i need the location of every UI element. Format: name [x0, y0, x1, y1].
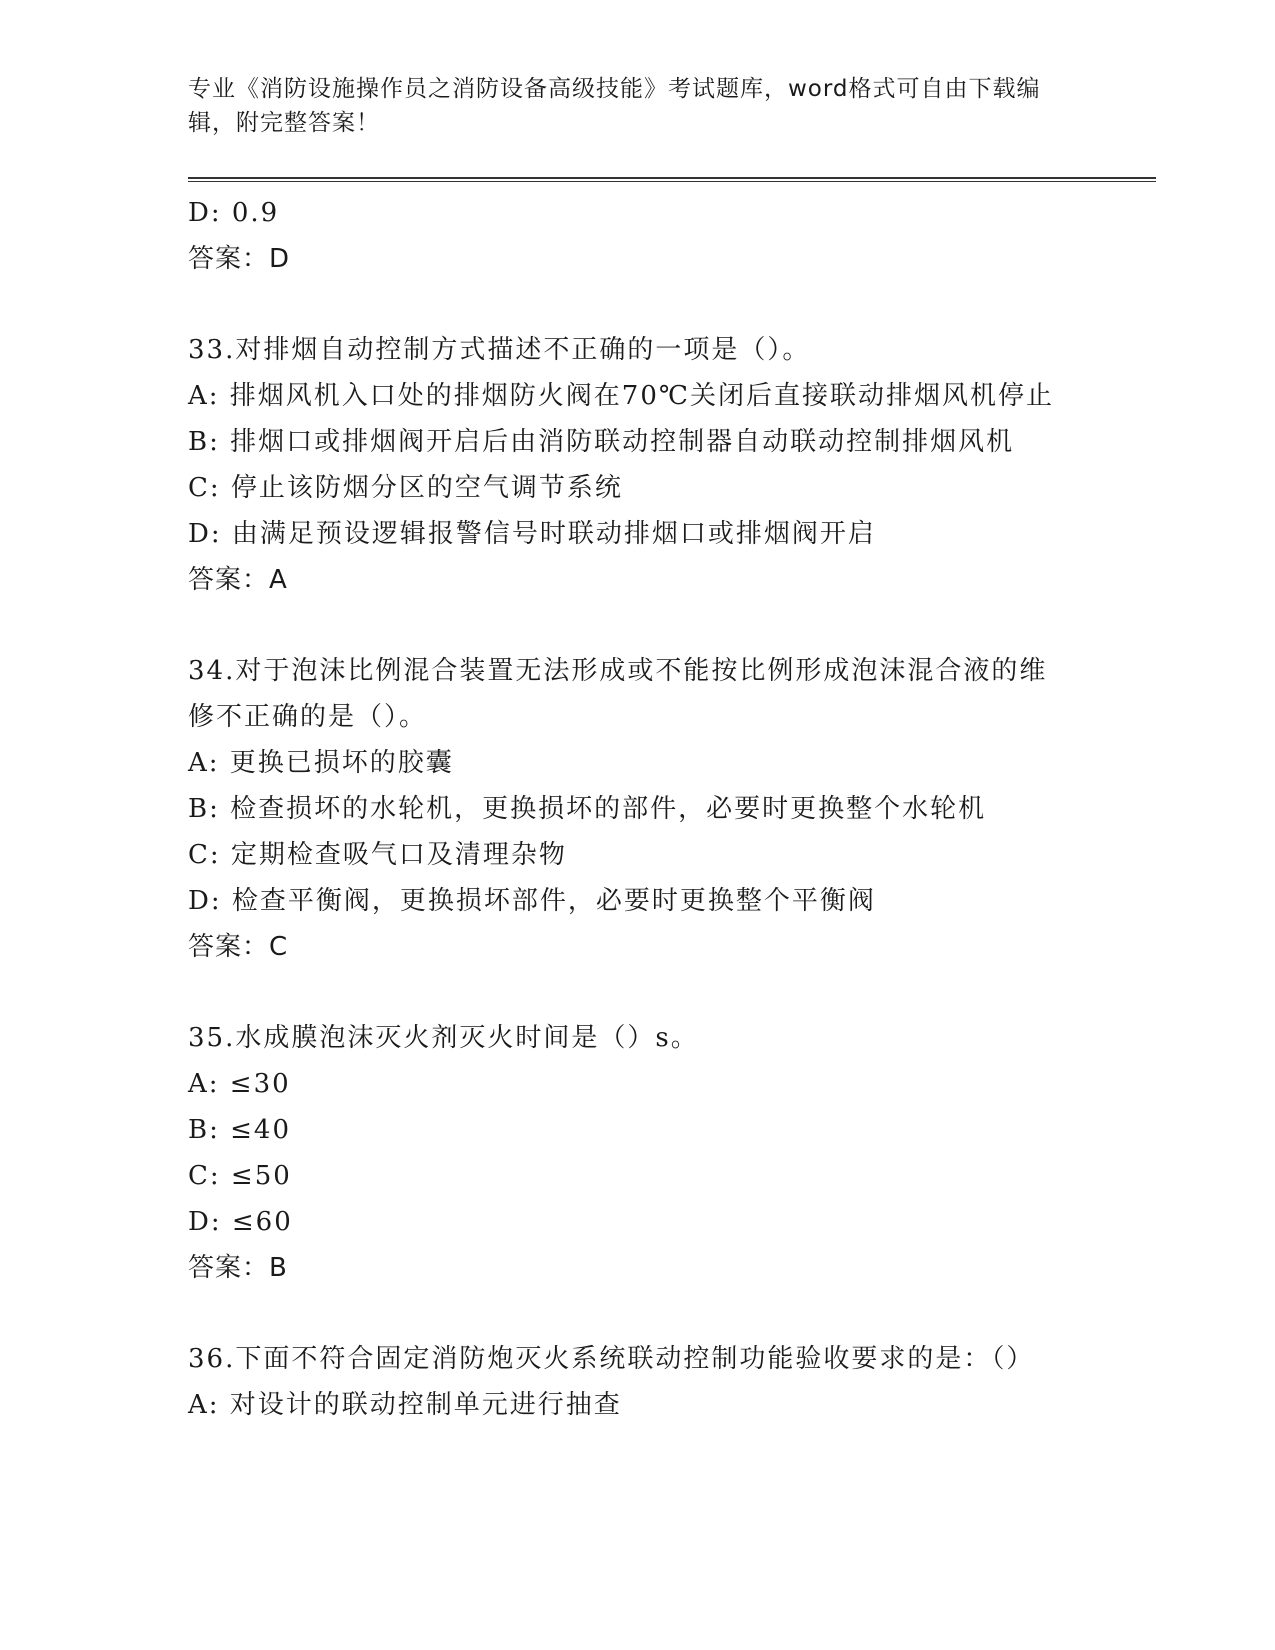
option-a: A: ≤30: [188, 1069, 291, 1099]
option-d: D: ≤60: [188, 1207, 293, 1237]
previous-question-answer: 答案：D: [188, 244, 291, 274]
option-d: D: 由满足预设逻辑报警信号时联动排烟口或排烟阀开启: [188, 519, 876, 549]
spacer: [188, 603, 1168, 648]
question-title: 36.下面不符合固定消防炮灭火系统联动控制功能验收要求的是：（）: [188, 1344, 1035, 1374]
option-c: C: 停止该防烟分区的空气调节系统: [188, 473, 623, 503]
option-b: B: 排烟口或排烟阀开启后由消防联动控制器自动联动控制排烟风机: [188, 427, 1015, 457]
option-b: B: ≤40: [188, 1115, 291, 1145]
answer: 答案：C: [188, 932, 289, 962]
spacer: [188, 970, 1168, 1015]
question-title: 35.水成膜泡沫灭火剂灭火时间是（）s。: [188, 1023, 699, 1053]
document-header: 专业《消防设施操作员之消防设备高级技能》考试题库，word格式可自由下载编辑，附完整答案！: [188, 76, 1041, 136]
previous-question-option-d: D: 0.9: [188, 198, 280, 228]
question-title-continued: 修不正确的是（）。: [188, 702, 428, 732]
spacer: [188, 282, 1168, 327]
answer: 答案：B: [188, 1253, 288, 1283]
option-b: B: 检查损坏的水轮机，更换损坏的部件，必要时更换整个水轮机: [188, 794, 987, 824]
question-36: [188, 1336, 1168, 1428]
question-title: 33.对排烟自动控制方式描述不正确的一项是（）。: [188, 335, 811, 365]
option-a: A: 对设计的联动控制单元进行抽查: [188, 1390, 622, 1420]
option-d: D: 检查平衡阀，更换损坏部件，必要时更换整个平衡阀: [188, 886, 876, 916]
option-a: A: 更换已损坏的胶囊: [188, 748, 454, 778]
question-34: [188, 648, 1168, 970]
option-c: C: 定期检查吸气口及清理杂物: [188, 840, 567, 870]
question-title: 34.对于泡沫比例混合装置无法形成或不能按比例形成泡沫混合液的维: [188, 656, 1048, 686]
spacer: [188, 1291, 1168, 1336]
question-35: [188, 1015, 1168, 1291]
answer: 答案：A: [188, 565, 288, 595]
option-c: C: ≤50: [188, 1161, 292, 1191]
header-divider: [188, 177, 1156, 182]
option-a: A: 排烟风机入口处的排烟防火阀在70℃关闭后直接联动排烟风机停止: [188, 381, 1054, 411]
question-33: [188, 327, 1168, 603]
question-content: [188, 190, 1168, 1428]
